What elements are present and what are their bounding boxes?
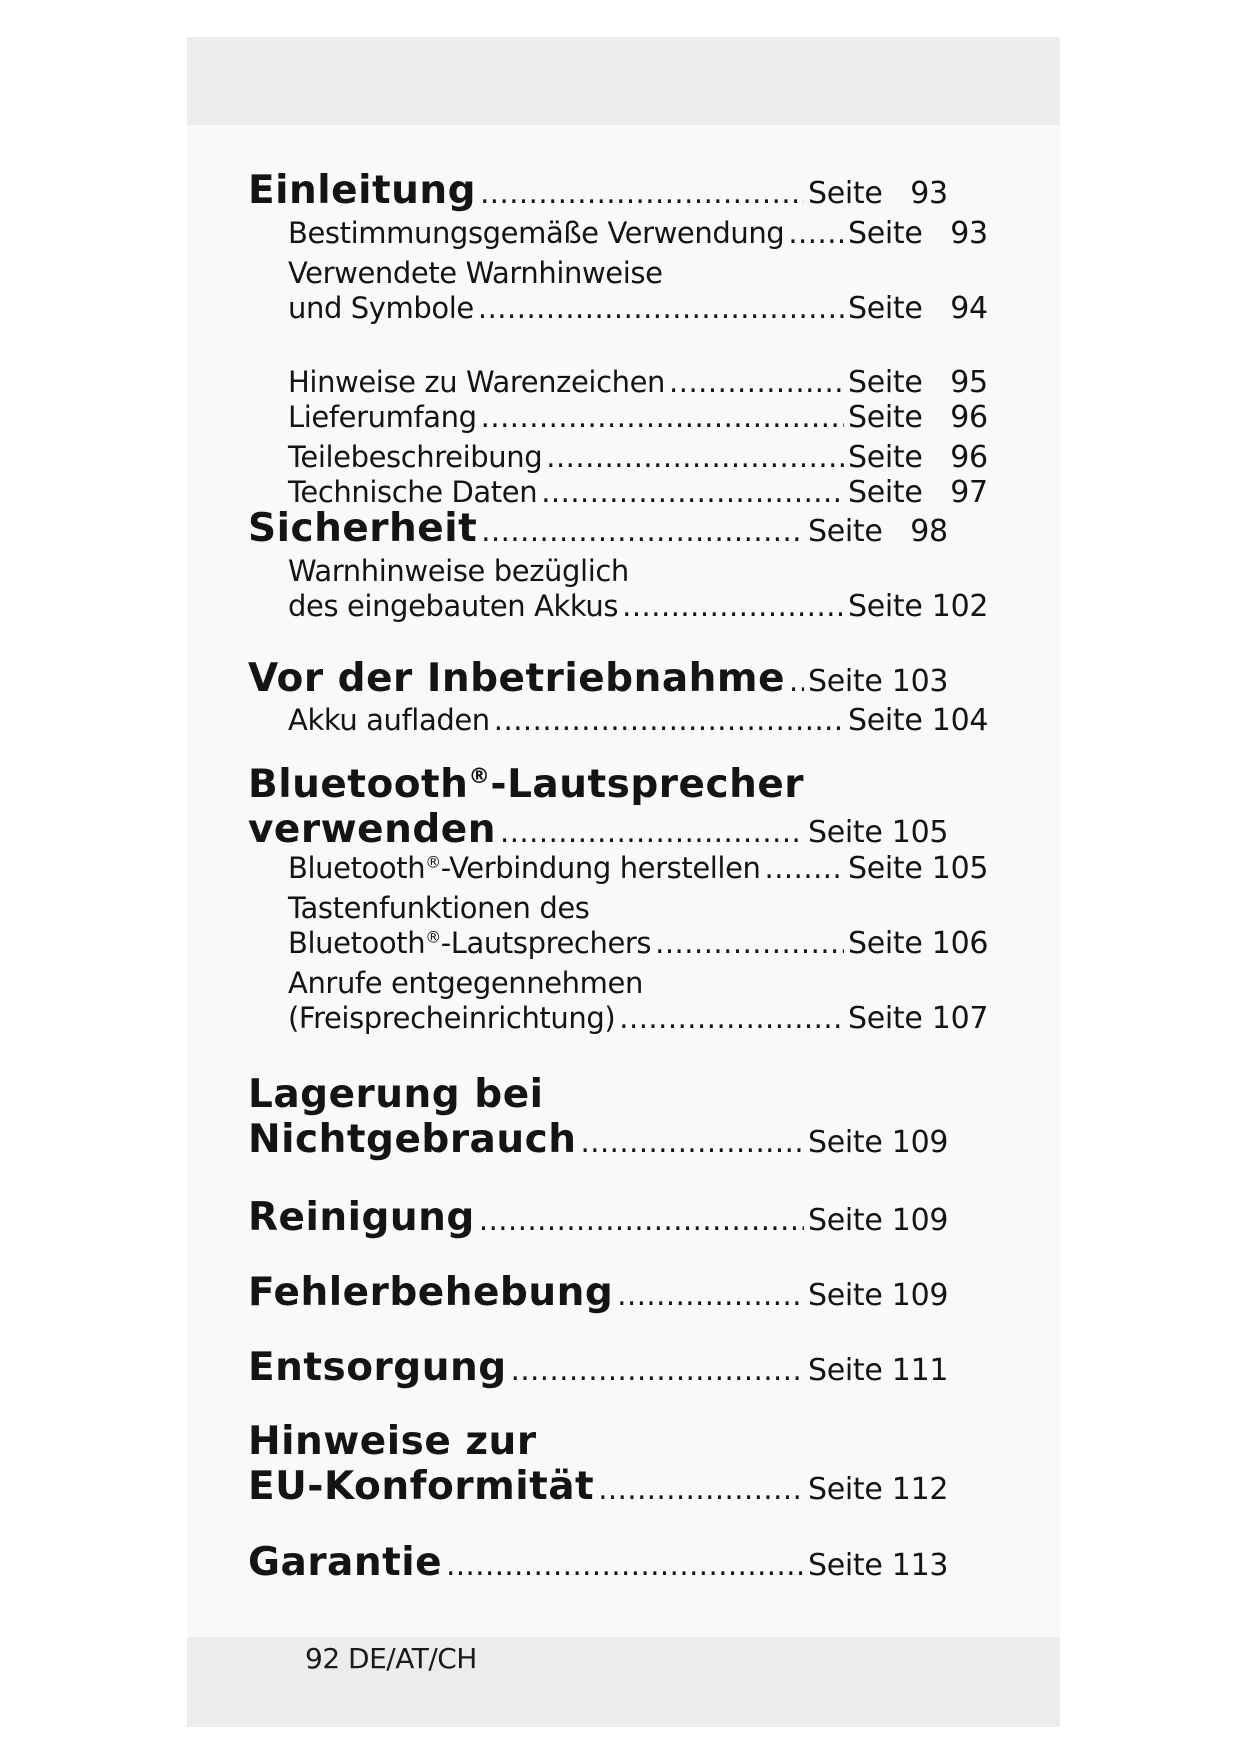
toc-label-part: -Lautsprecher xyxy=(490,762,805,807)
toc-page-ref: Seite 112 xyxy=(808,1472,949,1507)
toc-entry-vor-der-inbetriebnahme[interactable] xyxy=(248,656,949,701)
toc-leader-dots xyxy=(446,1548,804,1582)
toc-label-part: Bluetooth xyxy=(288,851,426,885)
toc-label-part: Bluetooth xyxy=(248,762,469,807)
page-footer xyxy=(305,1642,477,1675)
toc-label: Sicherheit xyxy=(248,506,478,551)
toc-page-ref: Seite 105 xyxy=(808,815,949,850)
toc-label-line1: Warnhinweise bezüglich xyxy=(288,554,629,588)
toc-page-ref: Seite 102 xyxy=(848,589,989,624)
toc-label: Reinigung xyxy=(248,1195,475,1240)
toc-entry-teilebeschreibung[interactable] xyxy=(248,440,988,476)
toc-label: Teilebeschreibung xyxy=(288,440,543,474)
toc-label: Fehlerbehebung xyxy=(248,1270,614,1315)
toc-label: Einleitung xyxy=(248,168,477,213)
toc-leader-dots xyxy=(617,1278,804,1312)
toc-page-ref: Seite 93 xyxy=(808,176,948,211)
toc-leader-dots xyxy=(541,475,844,509)
toc-label-line1: Hinweise zur xyxy=(248,1419,537,1464)
toc-leader-dots xyxy=(619,1001,844,1035)
toc-leader-dots xyxy=(494,703,844,737)
toc-entry-fehlerbehebung[interactable] xyxy=(248,1270,949,1315)
toc-leader-dots xyxy=(622,589,844,623)
toc-leader-dots xyxy=(669,365,844,399)
header-band xyxy=(187,37,1060,125)
toc-page-ref: Seite 104 xyxy=(848,703,989,738)
toc-page-ref: Seite 106 xyxy=(848,926,989,961)
page-number: 92 xyxy=(305,1642,340,1675)
toc-label: Entsorgung xyxy=(248,1345,507,1390)
toc-leader-dots xyxy=(789,664,804,698)
toc-leader-dots xyxy=(511,1353,804,1387)
toc-label: Hinweise zu Warenzeichen xyxy=(288,365,666,399)
toc-label: Akku aufladen xyxy=(288,703,490,737)
toc-leader-dots xyxy=(500,815,804,849)
toc-entry-warenzeichen[interactable] xyxy=(248,365,988,401)
toc-entry-entsorgung[interactable] xyxy=(248,1345,949,1390)
toc-label: (Freisprecheinrichtung) xyxy=(288,1001,616,1035)
toc-leader-dots xyxy=(581,1125,804,1159)
toc-leader-dots xyxy=(788,216,844,250)
toc-leader-dots xyxy=(546,440,844,474)
toc-leader-dots xyxy=(481,514,804,548)
toc-page-ref: Seite 97 xyxy=(848,475,988,510)
toc-page-ref: Seite 93 xyxy=(848,216,988,251)
registered-mark: ® xyxy=(468,764,491,789)
toc-label: Lieferumfang xyxy=(288,400,477,434)
toc-entry-sicherheit[interactable] xyxy=(248,506,948,551)
toc-leader-dots xyxy=(598,1472,804,1506)
toc-label-line1: Anrufe entgegennehmen xyxy=(288,966,643,1000)
toc-entry-tastenfunktionen[interactable] xyxy=(248,890,989,962)
toc-page-ref: Seite 107 xyxy=(848,1001,989,1036)
locale-label: DE/AT/CH xyxy=(348,1642,477,1675)
toc-page-ref: Seite 109 xyxy=(808,1203,949,1238)
toc-label: Nichtgebrauch xyxy=(248,1117,577,1162)
toc-entry-akku-aufladen[interactable] xyxy=(248,703,989,739)
toc-label-line1: Lagerung bei xyxy=(248,1072,544,1117)
toc-entry-garantie[interactable] xyxy=(248,1540,949,1585)
toc-entry-warnhinweise-akku[interactable] xyxy=(248,553,989,625)
toc-entry-einleitung[interactable] xyxy=(248,168,948,213)
toc-entry-eu-konformitaet[interactable] xyxy=(248,1419,949,1509)
toc-page-ref: Seite 95 xyxy=(848,365,988,400)
toc-leader-dots xyxy=(481,400,844,434)
toc-label xyxy=(288,926,651,960)
toc-entry-anrufe[interactable] xyxy=(248,965,989,1037)
toc-page-ref: Seite 96 xyxy=(848,400,988,435)
toc-leader-dots xyxy=(765,851,845,885)
toc-label-line1: Tastenfunktionen des xyxy=(288,891,590,925)
toc-label: Bestimmungsgemäße Verwendung xyxy=(288,216,785,250)
toc-label: Vor der Inbetriebnahme xyxy=(248,656,786,701)
toc-label: und Symbole xyxy=(288,291,474,325)
registered-mark: ® xyxy=(425,927,441,947)
toc-page-ref: Seite 103 xyxy=(808,664,949,699)
toc-page-ref: Seite 111 xyxy=(808,1353,949,1388)
toc-page-ref: Seite 113 xyxy=(808,1548,949,1583)
toc-page-ref: Seite 98 xyxy=(808,514,948,549)
toc-label: Garantie xyxy=(248,1540,443,1585)
toc-leader-dots xyxy=(478,291,844,325)
toc-page-ref: Seite 105 xyxy=(848,851,989,886)
toc-page-ref: Seite 109 xyxy=(808,1125,949,1160)
toc-label-part: Bluetooth xyxy=(288,926,426,960)
toc-label-part: -Verbindung herstellen xyxy=(440,851,761,885)
toc-page-ref: Seite 94 xyxy=(848,291,988,326)
toc-page-ref: Seite 109 xyxy=(808,1278,949,1313)
registered-mark: ® xyxy=(425,852,441,872)
toc-page-ref: Seite 96 xyxy=(848,440,988,475)
toc-entry-bestimmungsgemaesse-verwendung[interactable] xyxy=(248,216,988,252)
toc-label: des eingebauten Akkus xyxy=(288,589,619,623)
toc-entry-lautsprecher-verwenden[interactable] xyxy=(248,762,949,852)
toc-label-part: -Lautsprechers xyxy=(440,926,652,960)
toc-label: EU-Konformität xyxy=(248,1464,595,1509)
toc-leader-dots xyxy=(479,1203,804,1237)
toc-leader-dots xyxy=(480,176,804,210)
toc-entry-lieferumfang[interactable] xyxy=(248,400,988,436)
toc-label-line1 xyxy=(248,763,938,807)
toc-leader-dots xyxy=(655,926,844,960)
toc-label: verwenden xyxy=(248,807,496,852)
toc-entry-lagerung[interactable] xyxy=(248,1072,949,1162)
toc-label xyxy=(288,851,761,885)
toc-entry-bluetooth-verbindung[interactable] xyxy=(248,851,989,887)
toc-label: Technische Daten xyxy=(288,475,538,509)
toc-label-line1: Verwendete Warnhinweise xyxy=(288,256,663,290)
toc-entry-warnhinweise-symbole[interactable] xyxy=(248,255,988,327)
toc-entry-reinigung[interactable] xyxy=(248,1195,949,1240)
